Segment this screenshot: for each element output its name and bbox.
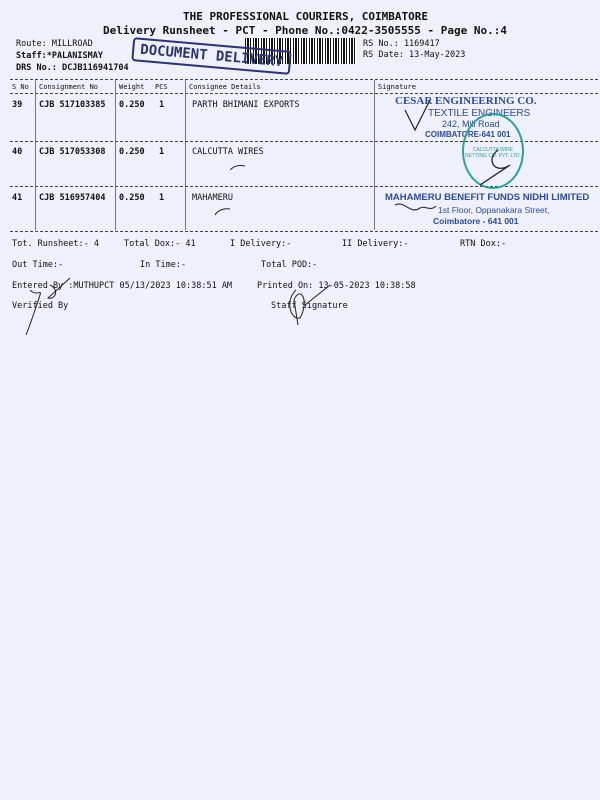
company-stamp-line: TEXTILE ENGINEERS [428,108,531,119]
tot-runsheet: Tot. Runsheet:- 4 [12,239,99,249]
col-pcs: PCS [155,83,168,91]
mahameru-stamp-city: Coimbatore - 641 001 [433,216,519,226]
company-stamp-address: 242, Mill Road [442,119,500,129]
row-consignee: CALCUTTA WIRES [192,147,264,157]
staff-signature-label: Staff Signature [271,301,348,311]
col-consignment: Consignment No [39,83,99,91]
row-pcs: 1 [159,147,165,157]
out-time: Out Time:- [12,260,64,270]
col-signature: Signature [378,83,416,91]
row-consignee: PARTH BHIMANI EXPORTS [192,100,300,110]
row-consignment: CJB 517053308 [39,147,106,157]
row-consignee: MAHAMERU [192,193,233,203]
rs-no: RS No.: 1169417 [363,39,440,49]
rs-date: RS Date: 13-May-2023 [363,50,466,60]
printed-on: Printed On: 13-05-2023 10:38:58 [257,281,416,291]
document-delivery-stamp: DOCUMENT DELIVERY [131,37,292,75]
i-delivery: I Delivery:- [230,239,292,249]
row-weight: 0.250 [119,100,145,110]
company-stamp-city: COIMBATORE-641 001 [425,130,511,139]
mahameru-stamp-address: 1st Floor, Oppanakara Street, [438,205,550,215]
row-sno: 41 [12,193,23,203]
row-sno: 39 [12,100,23,110]
rtn-dox: RTN Dox:- [460,239,507,249]
row-sno: 40 [12,147,23,157]
seal-text: CALCUTTA WIRE NETTING CO. PVT. LTD. [464,147,522,159]
row-pcs: 1 [159,193,165,203]
company-title: THE PROFESSIONAL COURIERS, COIMBATORE [183,10,429,23]
row-pcs: 1 [159,100,165,110]
ii-delivery: II Delivery:- [342,239,409,249]
verified-by: Verified By [12,301,69,311]
entered-by: Entered By :MUTHUPCT 05/13/2023 10:38:51 AM [12,281,233,291]
row-consignment: CJB 516957404 [39,193,106,203]
runsheet-subtitle: Delivery Runsheet - PCT - Phone No.:0422-3505555 - Page No.:4 [103,24,507,37]
row-weight: 0.250 [119,147,145,157]
col-consignee: Consignee Details [189,83,261,91]
mahameru-stamp-name: MAHAMERU BENEFIT FUNDS NIDHI LIMITED [385,192,590,203]
company-stamp-name: CESAR ENGINEERING CO. [395,95,537,107]
total-dox: Total Dox:- 41 [124,239,196,249]
row-weight: 0.250 [119,193,145,203]
route: Route: MILLROAD [16,39,93,49]
in-time: In Time:- [140,260,187,270]
staff: Staff:*PALANISMAY [16,51,103,61]
col-sno: S No [12,83,29,91]
col-weight: Weight [119,83,145,91]
row-consignment: CJB 517103385 [39,100,106,110]
drs-no: DRS No.: DCJB116941704 [16,63,129,73]
total-pod: Total POD:- [261,260,318,270]
